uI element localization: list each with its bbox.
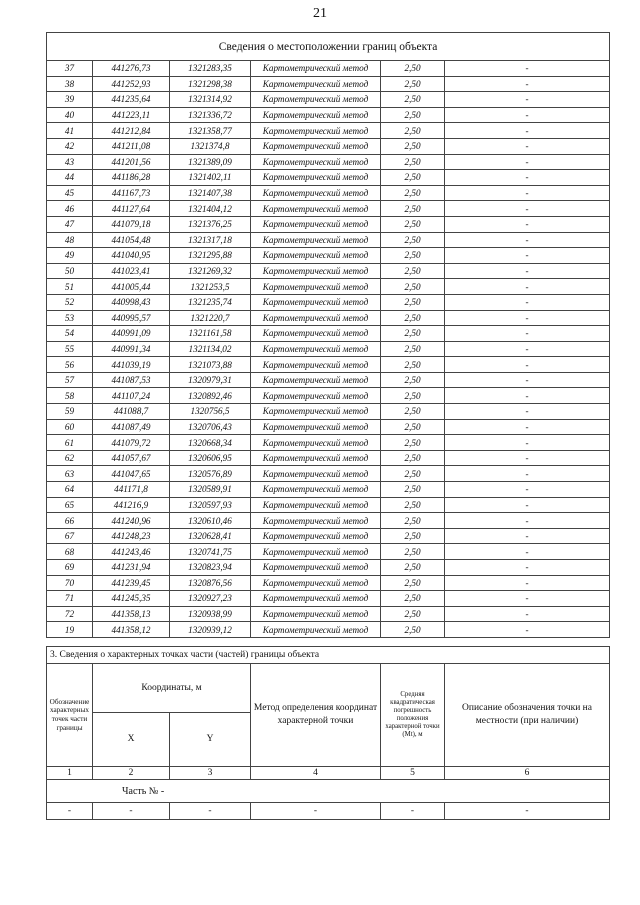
accuracy: 2,50: [381, 591, 445, 607]
table-row: [47, 201, 610, 217]
coord-x: 440991,34: [93, 341, 170, 357]
coord-x: 441047,65: [93, 466, 170, 482]
point-id: 48: [47, 232, 93, 248]
point-id: 38: [47, 76, 93, 92]
method: Картометрический метод: [251, 591, 381, 607]
description: -: [445, 388, 610, 404]
method: Картометрический метод: [251, 185, 381, 201]
description: -: [445, 92, 610, 108]
point-id: 52: [47, 294, 93, 310]
coord-x: 441240,96: [93, 513, 170, 529]
point-id: 64: [47, 482, 93, 498]
col-point-header: Обозначение характерных точек части границы: [47, 664, 93, 767]
method: Картометрический метод: [251, 61, 381, 77]
accuracy: 2,50: [381, 497, 445, 513]
coord-x: 441186,28: [93, 170, 170, 186]
description: -: [445, 107, 610, 123]
coord-y: 1321407,38: [170, 185, 251, 201]
point-id: 58: [47, 388, 93, 404]
table-row: [47, 528, 610, 544]
empty-cell: -: [93, 803, 170, 820]
table-row: [47, 248, 610, 264]
accuracy: 2,50: [381, 201, 445, 217]
coord-x: 441167,73: [93, 185, 170, 201]
table-row: [47, 341, 610, 357]
point-id: 47: [47, 216, 93, 232]
coord-x: 441079,72: [93, 435, 170, 451]
col-number: 1: [47, 767, 93, 780]
description: -: [445, 154, 610, 170]
description: -: [445, 357, 610, 373]
method: Картометрический метод: [251, 544, 381, 560]
coord-x: 441276,73: [93, 61, 170, 77]
coord-y: 1321253,5: [170, 279, 251, 295]
coord-y: 1321295,88: [170, 248, 251, 264]
coord-x: 441039,19: [93, 357, 170, 373]
table-row: [47, 435, 610, 451]
col-accuracy-header: Средняя квадратическая погрешность положения характерной точки (Mt), м: [381, 664, 445, 767]
coord-y: 1321220,7: [170, 310, 251, 326]
point-id: 67: [47, 528, 93, 544]
accuracy: 2,50: [381, 560, 445, 576]
coord-x: 441245,35: [93, 591, 170, 607]
col-number: 2: [93, 767, 170, 780]
coord-y: 1320892,46: [170, 388, 251, 404]
coord-y: 1320876,56: [170, 575, 251, 591]
table-row: [47, 622, 610, 638]
description: -: [445, 248, 610, 264]
coord-y: 1320606,95: [170, 450, 251, 466]
coord-x: 441107,24: [93, 388, 170, 404]
table-row: [47, 606, 610, 622]
point-id: 59: [47, 404, 93, 420]
coord-x: 441212,84: [93, 123, 170, 139]
coord-x: 440998,43: [93, 294, 170, 310]
accuracy: 2,50: [381, 528, 445, 544]
method: Картометрический метод: [251, 341, 381, 357]
method: Картометрический метод: [251, 294, 381, 310]
method: Картометрический метод: [251, 92, 381, 108]
point-id: 68: [47, 544, 93, 560]
point-id: 61: [47, 435, 93, 451]
description: -: [445, 419, 610, 435]
coord-x: 440991,09: [93, 326, 170, 342]
table-row: [47, 279, 610, 295]
boundary-points-table: [46, 32, 610, 638]
method: Картометрический метод: [251, 450, 381, 466]
description: -: [445, 279, 610, 295]
accuracy: 2,50: [381, 450, 445, 466]
page-number: 21: [313, 6, 327, 21]
table-row: [47, 154, 610, 170]
method: Картометрический метод: [251, 263, 381, 279]
coord-y: 1321402,11: [170, 170, 251, 186]
point-id: 63: [47, 466, 93, 482]
point-id: 70: [47, 575, 93, 591]
coord-y: 1320610,46: [170, 513, 251, 529]
table-row: [47, 216, 610, 232]
part-label: Часть № -: [47, 780, 610, 803]
table-row: [47, 170, 610, 186]
description: -: [445, 310, 610, 326]
table-row: [47, 466, 610, 482]
description: -: [445, 606, 610, 622]
description: -: [445, 482, 610, 498]
coord-y: 1321358,77: [170, 123, 251, 139]
table-row: [47, 185, 610, 201]
accuracy: 2,50: [381, 310, 445, 326]
coord-y: 1321073,88: [170, 357, 251, 373]
method: Картометрический метод: [251, 404, 381, 420]
coord-x: 441243,46: [93, 544, 170, 560]
description: -: [445, 372, 610, 388]
point-id: 53: [47, 310, 93, 326]
point-id: 39: [47, 92, 93, 108]
method: Картометрический метод: [251, 575, 381, 591]
coord-x: 441248,23: [93, 528, 170, 544]
accuracy: 2,50: [381, 357, 445, 373]
coord-y: 1321269,32: [170, 263, 251, 279]
description: -: [445, 513, 610, 529]
description: -: [445, 294, 610, 310]
accuracy: 2,50: [381, 154, 445, 170]
description: -: [445, 575, 610, 591]
description: -: [445, 216, 610, 232]
accuracy: 2,50: [381, 263, 445, 279]
accuracy: 2,50: [381, 513, 445, 529]
accuracy: 2,50: [381, 232, 445, 248]
method: Картометрический метод: [251, 123, 381, 139]
coord-y: 1321374,8: [170, 138, 251, 154]
coord-y: 1320706,43: [170, 419, 251, 435]
table-row: [47, 591, 610, 607]
coord-y: 1321376,25: [170, 216, 251, 232]
coord-y: 1320756,5: [170, 404, 251, 420]
table-row: [47, 450, 610, 466]
coord-y: 1320628,41: [170, 528, 251, 544]
table-row: [47, 310, 610, 326]
description: -: [445, 123, 610, 139]
table-row: [47, 76, 610, 92]
description: -: [445, 450, 610, 466]
description: -: [445, 466, 610, 482]
point-id: 57: [47, 372, 93, 388]
accuracy: 2,50: [381, 466, 445, 482]
method: Картометрический метод: [251, 560, 381, 576]
section3-title: 3. Сведения о характерных точках части (частей) границы объекта: [47, 647, 610, 664]
accuracy: 2,50: [381, 388, 445, 404]
col-coords-header: Координаты, м: [93, 664, 251, 713]
method: Картометрический метод: [251, 310, 381, 326]
accuracy: 2,50: [381, 372, 445, 388]
coord-y: 1320823,94: [170, 560, 251, 576]
description: -: [445, 591, 610, 607]
method: Картометрический метод: [251, 388, 381, 404]
empty-cell: -: [251, 803, 381, 820]
col-method-header: Метод определения координат характерной точки: [251, 664, 381, 767]
accuracy: 2,50: [381, 419, 445, 435]
point-id: 19: [47, 622, 93, 638]
method: Картометрический метод: [251, 107, 381, 123]
coord-x: 441239,45: [93, 575, 170, 591]
table-row: [47, 372, 610, 388]
table-row: [47, 575, 610, 591]
table-row: [47, 326, 610, 342]
coord-x: 441088,7: [93, 404, 170, 420]
point-id: 54: [47, 326, 93, 342]
coord-x: 441252,93: [93, 76, 170, 92]
coord-x: 441057,67: [93, 450, 170, 466]
empty-cell: -: [170, 803, 251, 820]
table-row: [47, 419, 610, 435]
coord-x: 441201,56: [93, 154, 170, 170]
coord-x: 441079,18: [93, 216, 170, 232]
accuracy: 2,50: [381, 61, 445, 77]
point-id: 72: [47, 606, 93, 622]
point-id: 56: [47, 357, 93, 373]
empty-cell: -: [381, 803, 445, 820]
col-number: 6: [445, 767, 610, 780]
method: Картометрический метод: [251, 248, 381, 264]
coord-y: 1321298,38: [170, 76, 251, 92]
point-id: 55: [47, 341, 93, 357]
col-number: 3: [170, 767, 251, 780]
method: Картометрический метод: [251, 372, 381, 388]
accuracy: 2,50: [381, 544, 445, 560]
point-id: 51: [47, 279, 93, 295]
description: -: [445, 497, 610, 513]
coord-x: 441040,95: [93, 248, 170, 264]
method: Картометрический метод: [251, 606, 381, 622]
coord-x: 441054,48: [93, 232, 170, 248]
table-row: [47, 497, 610, 513]
point-id: 50: [47, 263, 93, 279]
coord-y: 1321317,18: [170, 232, 251, 248]
method: Картометрический метод: [251, 528, 381, 544]
accuracy: 2,50: [381, 248, 445, 264]
description: -: [445, 528, 610, 544]
point-id: 45: [47, 185, 93, 201]
method: Картометрический метод: [251, 201, 381, 217]
description: -: [445, 201, 610, 217]
table-row: [47, 482, 610, 498]
method: Картометрический метод: [251, 482, 381, 498]
coord-y: 1321134,02: [170, 341, 251, 357]
coord-y: 1321161,58: [170, 326, 251, 342]
coord-y: 1321314,92: [170, 92, 251, 108]
point-id: 41: [47, 123, 93, 139]
coord-x: 441223,11: [93, 107, 170, 123]
method: Картометрический метод: [251, 170, 381, 186]
coord-x: 441235,64: [93, 92, 170, 108]
point-id: 42: [47, 138, 93, 154]
method: Картометрический метод: [251, 357, 381, 373]
description: -: [445, 61, 610, 77]
coord-y: 1321235,74: [170, 294, 251, 310]
table-row: [47, 123, 610, 139]
method: Картометрический метод: [251, 622, 381, 638]
table-row: [47, 294, 610, 310]
accuracy: 2,50: [381, 435, 445, 451]
method: Картометрический метод: [251, 279, 381, 295]
accuracy: 2,50: [381, 76, 445, 92]
description: -: [445, 263, 610, 279]
coord-y: 1320589,91: [170, 482, 251, 498]
table-row: [47, 61, 610, 77]
accuracy: 2,50: [381, 294, 445, 310]
table-row: [47, 138, 610, 154]
table-row: [47, 544, 610, 560]
table-row: [47, 357, 610, 373]
description: -: [445, 341, 610, 357]
method: Картометрический метод: [251, 138, 381, 154]
method: Картометрический метод: [251, 513, 381, 529]
point-id: 46: [47, 201, 93, 217]
accuracy: 2,50: [381, 575, 445, 591]
coord-x: 441087,53: [93, 372, 170, 388]
coord-y: 1320741,75: [170, 544, 251, 560]
table-title: Сведения о местоположении границ объекта: [47, 33, 610, 61]
point-id: 44: [47, 170, 93, 186]
method: Картометрический метод: [251, 76, 381, 92]
coord-x: 441358,13: [93, 606, 170, 622]
accuracy: 2,50: [381, 138, 445, 154]
point-id: 49: [47, 248, 93, 264]
point-id: 71: [47, 591, 93, 607]
method: Картометрический метод: [251, 497, 381, 513]
description: -: [445, 326, 610, 342]
table-row: [47, 404, 610, 420]
coord-x: 441005,44: [93, 279, 170, 295]
point-id: 43: [47, 154, 93, 170]
coord-y: 1321336,72: [170, 107, 251, 123]
accuracy: 2,50: [381, 404, 445, 420]
coord-x: 440995,57: [93, 310, 170, 326]
description: -: [445, 185, 610, 201]
accuracy: 2,50: [381, 482, 445, 498]
method: Картометрический метод: [251, 232, 381, 248]
coord-y: 1320668,34: [170, 435, 251, 451]
coord-x: 441216,9: [93, 497, 170, 513]
method: Картометрический метод: [251, 435, 381, 451]
coord-y: 1320927,23: [170, 591, 251, 607]
description: -: [445, 76, 610, 92]
accuracy: 2,50: [381, 92, 445, 108]
method: Картометрический метод: [251, 154, 381, 170]
description: -: [445, 544, 610, 560]
coord-y: 1321283,35: [170, 61, 251, 77]
description: -: [445, 404, 610, 420]
description: -: [445, 170, 610, 186]
coord-x: 441358,12: [93, 622, 170, 638]
description: -: [445, 560, 610, 576]
coord-y: 1320597,93: [170, 497, 251, 513]
method: Картометрический метод: [251, 419, 381, 435]
coord-y: 1321389,09: [170, 154, 251, 170]
point-id: 40: [47, 107, 93, 123]
col-x-header: X: [93, 713, 170, 767]
coord-y: 1320576,89: [170, 466, 251, 482]
accuracy: 2,50: [381, 326, 445, 342]
method: Картометрический метод: [251, 326, 381, 342]
accuracy: 2,50: [381, 185, 445, 201]
point-id: 66: [47, 513, 93, 529]
empty-cell: -: [47, 803, 93, 820]
coord-x: 441171,8: [93, 482, 170, 498]
method: Картометрический метод: [251, 466, 381, 482]
coord-y: 1320979,31: [170, 372, 251, 388]
table-row: [47, 92, 610, 108]
accuracy: 2,50: [381, 606, 445, 622]
point-id: 65: [47, 497, 93, 513]
col-number: 5: [381, 767, 445, 780]
point-id: 69: [47, 560, 93, 576]
accuracy: 2,50: [381, 341, 445, 357]
coord-y: 1320939,12: [170, 622, 251, 638]
table-row: [47, 560, 610, 576]
coord-x: 441231,94: [93, 560, 170, 576]
accuracy: 2,50: [381, 622, 445, 638]
accuracy: 2,50: [381, 170, 445, 186]
table-row: [47, 513, 610, 529]
col-y-header: Y: [170, 713, 251, 767]
section3-table: [46, 646, 610, 820]
accuracy: 2,50: [381, 279, 445, 295]
description: -: [445, 138, 610, 154]
table-row: [47, 232, 610, 248]
coord-y: 1320938,99: [170, 606, 251, 622]
description: -: [445, 622, 610, 638]
method: Картометрический метод: [251, 216, 381, 232]
description: -: [445, 435, 610, 451]
accuracy: 2,50: [381, 216, 445, 232]
coord-x: 441211,08: [93, 138, 170, 154]
point-id: 62: [47, 450, 93, 466]
coord-x: 441087,49: [93, 419, 170, 435]
accuracy: 2,50: [381, 107, 445, 123]
table-row: [47, 388, 610, 404]
point-id: 60: [47, 419, 93, 435]
table-row: [47, 263, 610, 279]
table-row: [47, 107, 610, 123]
accuracy: 2,50: [381, 123, 445, 139]
description: -: [445, 232, 610, 248]
point-id: 37: [47, 61, 93, 77]
coord-y: 1321404,12: [170, 201, 251, 217]
coord-x: 441127,64: [93, 201, 170, 217]
col-number: 4: [251, 767, 381, 780]
col-desc-header: Описание обозначения точки на местности (при наличии): [445, 664, 610, 767]
empty-cell: -: [445, 803, 610, 820]
coord-x: 441023,41: [93, 263, 170, 279]
